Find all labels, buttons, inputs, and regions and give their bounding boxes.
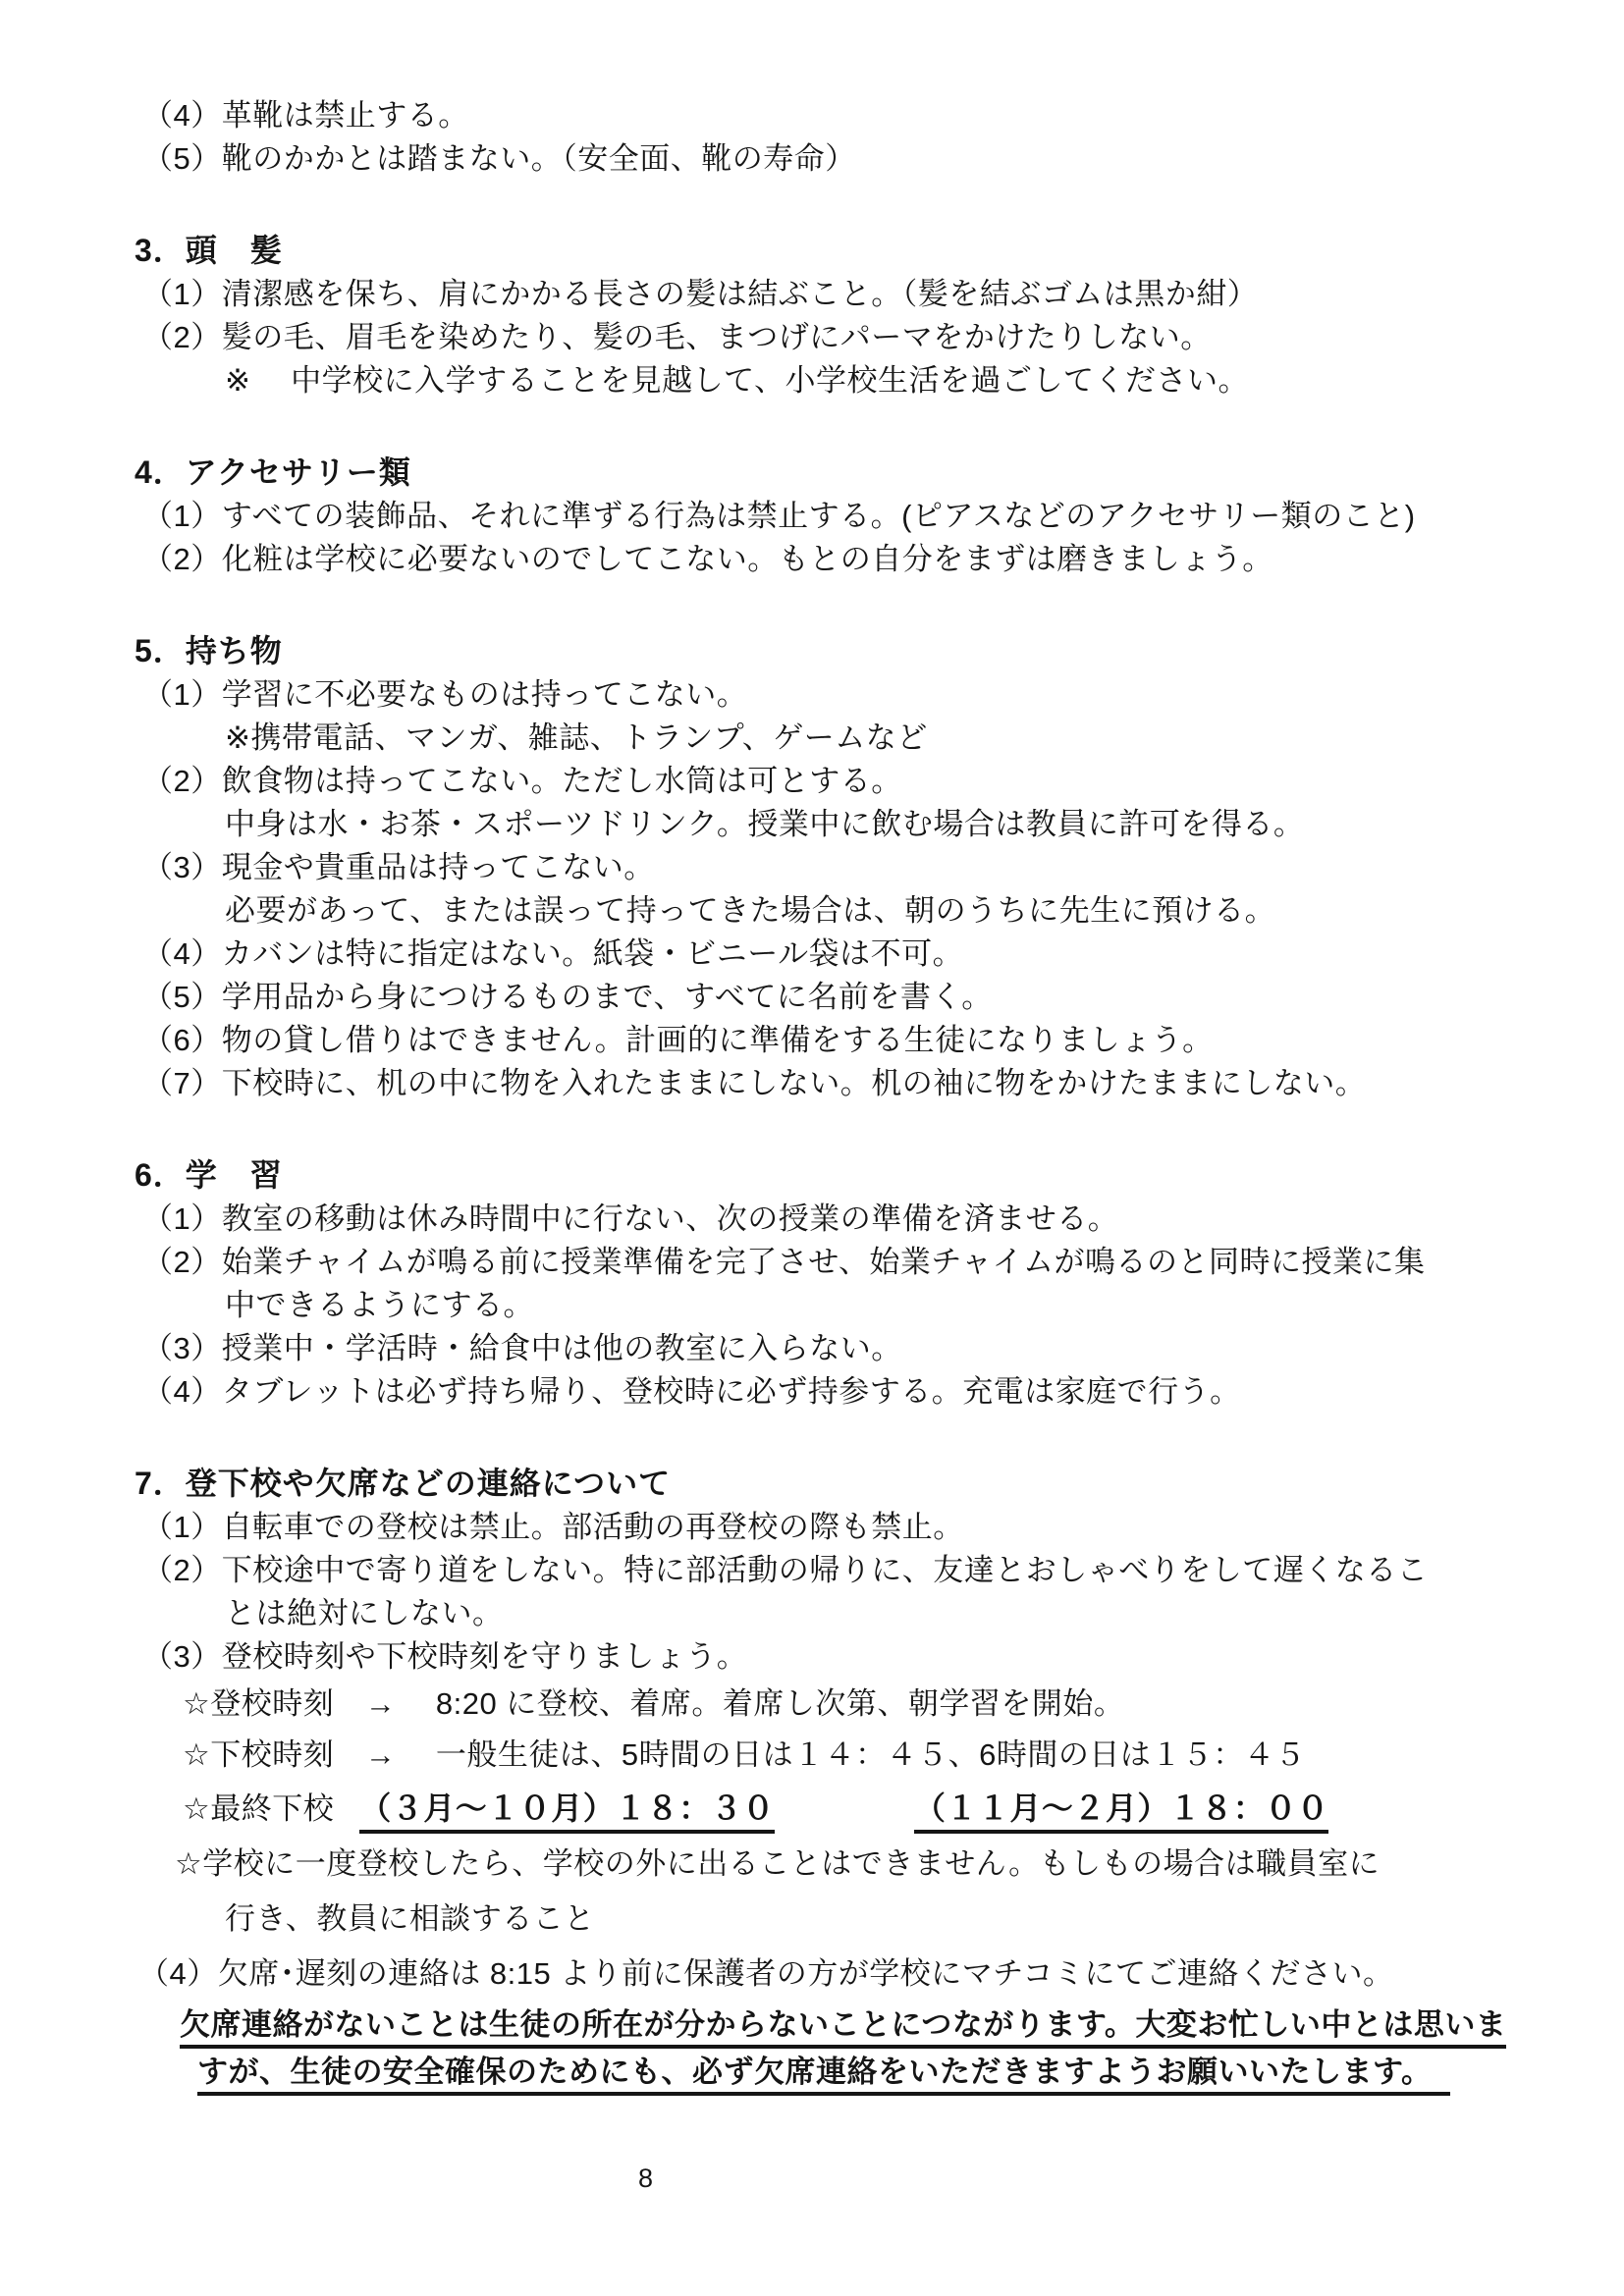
rule-3-2: （2）髪の毛、眉毛を染めたり、髪の毛、まつげにパーマをかけたりしない。 xyxy=(142,320,1212,354)
rule-3-2-note: ※ 中学校に入学することを見越して、小学校生活を過ごしてください。 xyxy=(225,363,1249,398)
final-leave-time-1: （３月～１０月）１８：３０ xyxy=(359,1790,775,1834)
rule-4-2: （2）化粧は学校に必要ないのでしてこない。もとの自分をまずは磨きましょう。 xyxy=(142,542,1273,576)
rule-6-2-cont: 中できるようにする。 xyxy=(225,1288,534,1322)
rule-7-1: （1）自転車での登校は禁止。部活動の再登校の際も禁止。 xyxy=(142,1510,964,1544)
section-4-heading: 4．アクセサリー類 xyxy=(135,454,411,490)
absence-warning-2 xyxy=(0,2049,1624,2096)
rule-5-6: （6）物の貸し借りはできません。計画的に準備をする生徒になりましょう。 xyxy=(142,1023,1214,1057)
rule-4-1: （1）すべての装飾品、それに準ずる行為は禁止する。(ピアスなどのアクセサリー類のこと) xyxy=(142,499,1416,533)
rule-5-2-cont: 中身は水・お茶・スポーツドリンク。授業中に飲む場合は教員に許可を得る。 xyxy=(225,807,1305,841)
rule-2-5: （5）靴のかかとは踏まない。（安全面、靴の寿命） xyxy=(142,141,856,176)
rule-2-4: （4）革靴は禁止する。 xyxy=(142,98,469,133)
rule-6-2: （2）始業チャイムが鳴る前に授業準備を完了させ、始業チャイムが鳴るのと同時に授業に集 xyxy=(142,1245,1426,1279)
rule-5-3-cont: 必要があって、または誤って持ってきた場合は、朝のうちに先生に預ける。 xyxy=(225,893,1276,928)
page-number: 8 xyxy=(638,2163,654,2193)
section-3-heading: 3．頭 髪 xyxy=(135,233,283,268)
rule-5-7: （7）下校時に、机の中に物を入れたままにしない。机の袖に物をかけたままにしない。 xyxy=(142,1066,1367,1100)
leave-time-line: ☆下校時刻 → 一般生徒は、5時間の日は１４：４５、6時間の日は１５：４５ xyxy=(183,1737,1306,1772)
rule-3-1: （1）清潔感を保ち、肩にかかる長さの髪は結ぶこと。（髪を結ぶゴムは黒か紺） xyxy=(142,277,1259,311)
rule-5-2: （2）飲食物は持ってこない。ただし水筒は可とする。 xyxy=(142,764,902,798)
section-7-heading: 7．登下校や欠席などの連絡について xyxy=(135,1466,672,1501)
rule-7-3: （3）登校時刻や下校時刻を守りましょう。 xyxy=(142,1639,748,1674)
final-leave-time-2: （１１月～２月）１８：００ xyxy=(914,1790,1329,1834)
rule-5-4: （4）カバンは特に指定はない。紙袋・ビニール袋は不可。 xyxy=(142,936,964,971)
section-5-heading: 5．持ち物 xyxy=(135,633,283,668)
absence-warning-1-text: 欠席連絡がないことは生徒の所在が分からないことにつながります。大変お忙しい中とは思いま xyxy=(180,2007,1506,2049)
final-leave-line xyxy=(0,1781,1624,1837)
rule-5-1: （1）学習に不必要なものは持ってこない。 xyxy=(142,677,748,712)
absence-warning-2-text: すが、生徒の安全確保のためにも、必ず欠席連絡をいただきますようお願いいたします。 xyxy=(197,2055,1450,2096)
rule-5-3: （3）現金や貴重品は持ってこない。 xyxy=(142,850,655,884)
rule-5-1-note: ※携帯電話、マンガ、雑誌、トランプ、ゲームなど xyxy=(225,721,928,755)
section-6-heading: 6．学 習 xyxy=(135,1157,283,1193)
no-exit-line: ☆学校に一度登校したら、学校の外に出ることはできません。もしもの場合は職員室に xyxy=(175,1846,1380,1881)
rule-6-4: （4）タブレットは必ず持ち帰り、登校時に必ず持参する。充電は家庭で行う。 xyxy=(142,1374,1241,1409)
arrival-time-line: ☆登校時刻 → 8:20 に登校、着席。着席し次第、朝学習を開始。 xyxy=(183,1686,1125,1721)
rule-6-3: （3）授業中・学活時・給食中は他の教室に入らない。 xyxy=(142,1331,902,1365)
rule-5-5: （5）学用品から身につけるものまで、すべてに名前を書く。 xyxy=(142,980,993,1014)
no-exit-cont: 行き、教員に相談すること xyxy=(225,1901,595,1936)
absence-warning-1 xyxy=(0,2002,1624,2049)
final-leave-label: ☆最終下校 xyxy=(183,1791,335,1826)
rule-6-1: （1）教室の移動は休み時間中に行ない、次の授業の準備を済ませる。 xyxy=(142,1201,1119,1236)
rule-7-4: （4）欠席･遅刻の連絡は 8:15 より前に保護者の方が学校にマチコミにてご連絡ください。 xyxy=(138,1956,1394,1991)
rule-7-2: （2）下校途中で寄り道をしない。特に部活動の帰りに、友達とおしゃべりをして遅くなるこ xyxy=(142,1553,1429,1587)
rule-7-2-cont: とは絶対にしない。 xyxy=(225,1596,504,1630)
